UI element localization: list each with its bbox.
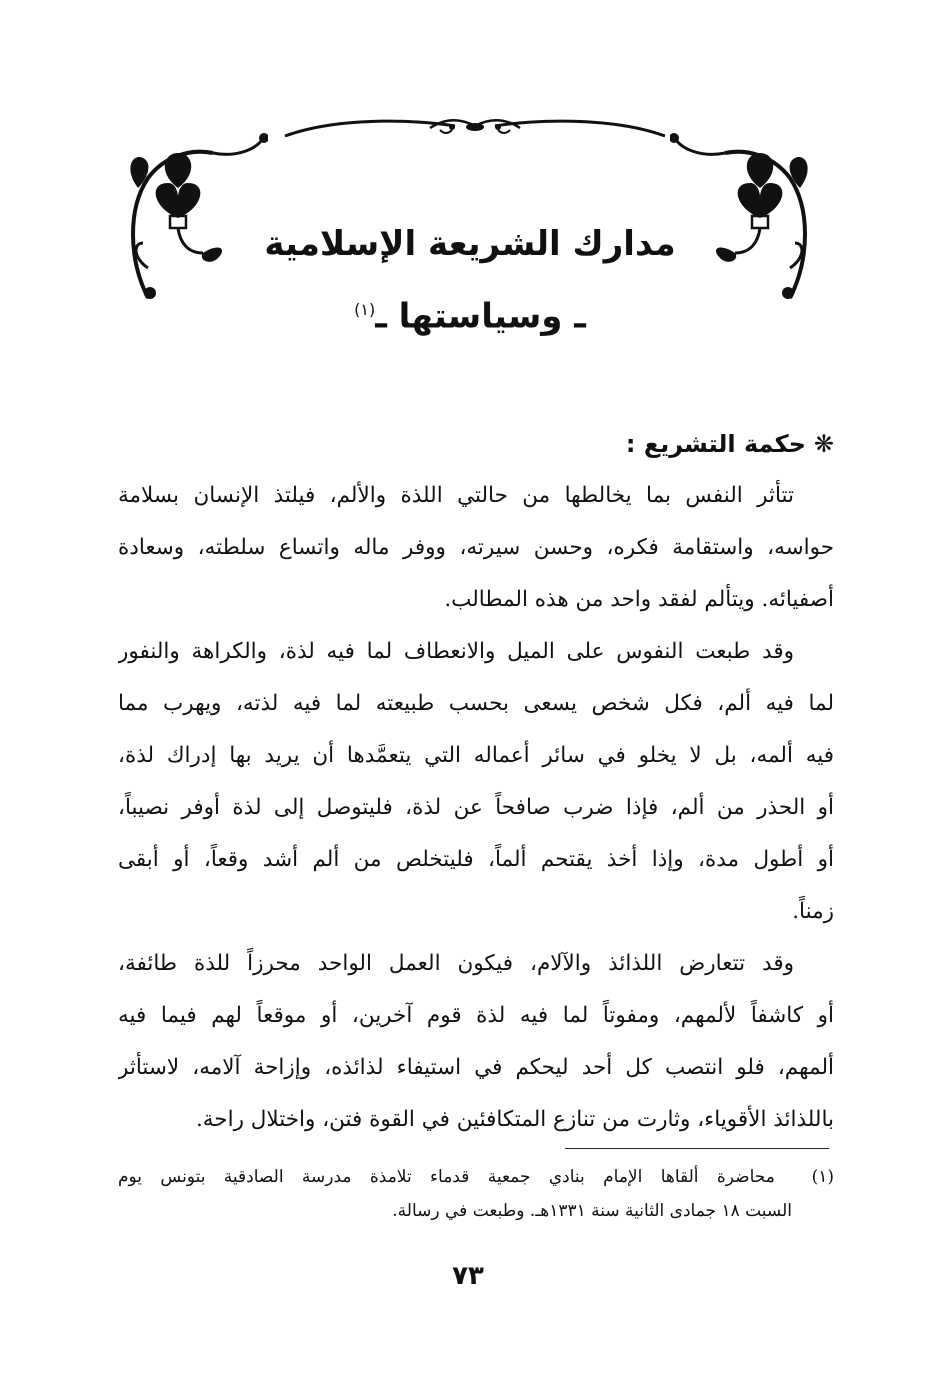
- paragraph-3: [118, 938, 834, 1146]
- text-line: وقد تتعارض اللذائذ والآلام، فيكون العمل الواحد محرزاً للذة طائفة،: [118, 951, 794, 976]
- footnote-marker: (١): [811, 1167, 834, 1187]
- header-flourish-ornament: [280, 108, 670, 148]
- title-footnote-ref[interactable]: (١): [354, 300, 376, 319]
- footnote: [118, 1160, 834, 1228]
- footnote-line-2: السبت ١٨ جمادى الثانية سنة ١٣٣١هـ. وطبعت في رسالة.: [392, 1201, 792, 1221]
- chapter-subtitle: [250, 280, 690, 346]
- footnote-text-1: محاضرة ألقاها الإمام بنادي جمعية قدماء تلامذة مدرسة الصادقية بتونس يوم: [118, 1167, 775, 1187]
- text-line: أصفيائه. ويتألم لفقد واحد من هذه المطالب.: [444, 587, 834, 612]
- chapter-title: مدارك الشريعة الإسلامية: [264, 224, 676, 264]
- footnote-separator: [565, 1148, 829, 1149]
- section-heading-text: حكمة التشريع :: [625, 430, 806, 458]
- text-line: زمناً.: [792, 899, 834, 924]
- paragraph-2: [118, 626, 834, 938]
- footnote-line-1: [118, 1160, 834, 1194]
- text-line: أو كاشفاً لألمهم، ومفوتاً لما فيه لذة قوم آخرين، أو موقعاً لهم فيما فيه: [118, 1003, 834, 1028]
- chapter-title-block: [250, 214, 690, 346]
- text-line: وقد طبعت النفوس على الميل والانعطاف لما فيه لذة، والكراهة والنفور: [118, 639, 794, 664]
- paragraph-1: [118, 470, 834, 626]
- text-line: ألمهم، فلو انتصب كل أحد ليحكم في استيفاء لذائذه، وإزاحة آلامه، لاستأثر: [118, 1055, 834, 1080]
- text-line: تتأثر النفس بما يخالطها من حالتي اللذة والألم، فيلتذ الإنسان بسلامة: [118, 483, 794, 508]
- page-number: ٧٣: [452, 1261, 484, 1291]
- text-line: لما فيه ألم، فكل شخص يسعى بحسب طبيعته لما فيه لذته، ويهرب مما: [118, 691, 834, 716]
- text-line: فيه ألمه، بل لا يخلو في سائر أعماله التي يتعمَّدها أن يريد بها إدراك لذة،: [118, 743, 834, 768]
- chapter-subtitle-text: ـ وسياستها ـ: [375, 296, 586, 337]
- asterism-bullet-icon: ❋: [813, 430, 834, 458]
- text-line: أو الحذر من ألم، فإذا ضرب صافحاً عن لذة، فليتوصل إلى لذة أوفر نصيباً،: [118, 795, 834, 820]
- right-corner-ornament: [670, 128, 820, 306]
- text-line: باللذائذ الأقوياء، وثارت من تنازع المتكافئين في القوة فتن، واختلال راحة.: [195, 1107, 834, 1132]
- section-heading: [118, 418, 834, 470]
- text-line: أو أطول مدة، وإذا أخذ يقتحم ألماً، فليتخلص من ألم أشد وقعاً، أو أبقى: [118, 847, 834, 872]
- text-line: حواسه، واستقامة فكره، وحسن سيرته، ووفر ماله واتساع سلطته، وسعادة: [118, 535, 834, 560]
- body-content: [118, 418, 834, 1146]
- left-corner-ornament: [118, 128, 268, 306]
